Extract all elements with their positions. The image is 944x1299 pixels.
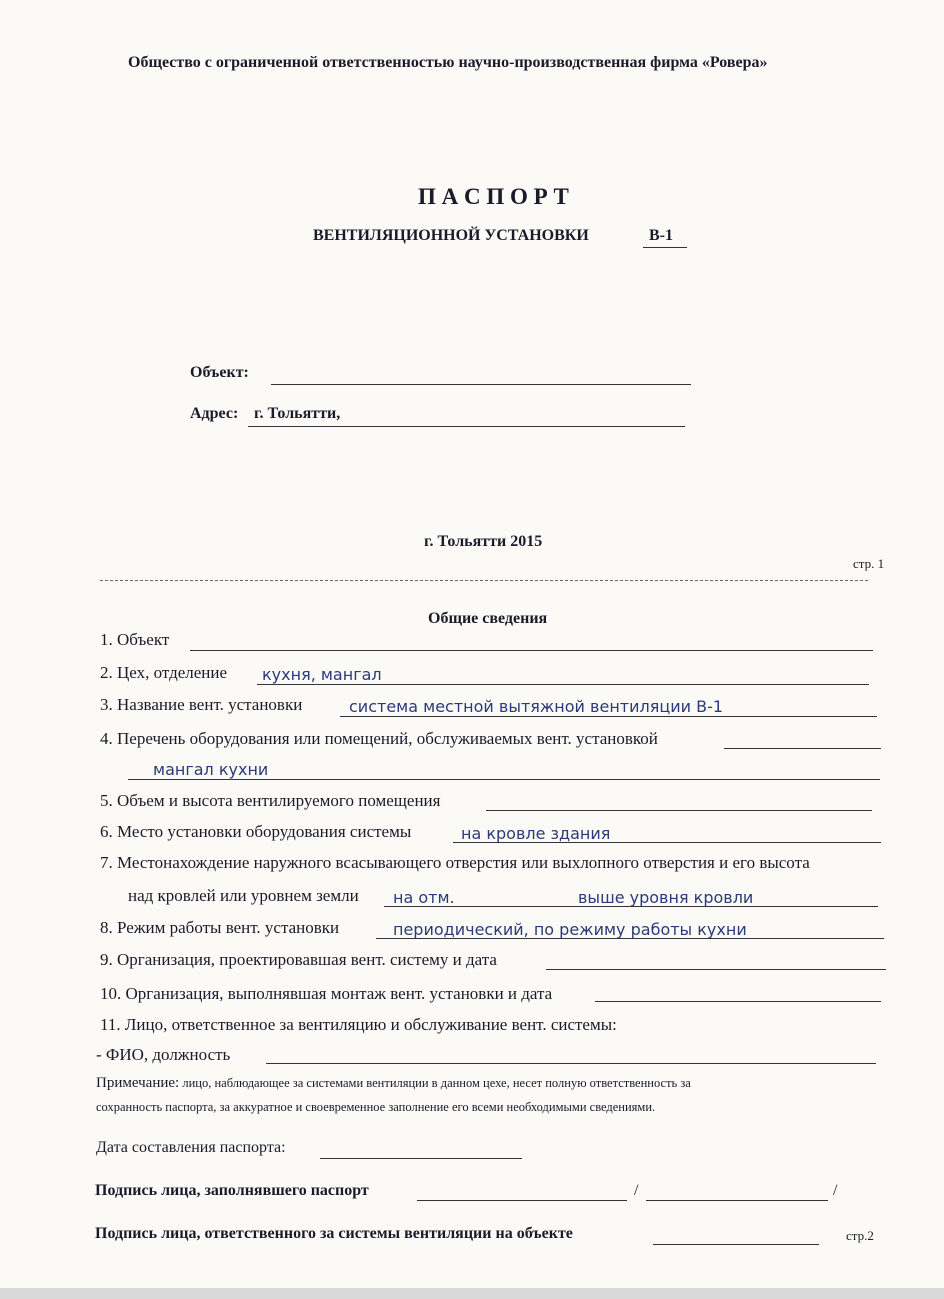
item-7-label-cont: над кровлей или уровнем земли xyxy=(128,886,359,905)
item-1-field[interactable] xyxy=(190,650,873,651)
sign1-field-b[interactable] xyxy=(646,1200,828,1201)
item-7-value-b: выше уровня кровли xyxy=(578,888,754,907)
item-7-field[interactable] xyxy=(384,906,878,907)
page-separator xyxy=(100,580,868,581)
item-6-label: 6. Место установки оборудования системы xyxy=(100,822,412,841)
unit-code: В-1 xyxy=(649,227,673,244)
note-text-2: сохранность паспорта, за аккуратное и своевременное заполнение его всеми необходимыми сведениями. xyxy=(96,1100,656,1114)
item-7-label: 7. Местонахождение наружного всасывающего отверстия или выхлопного отверстия и его высота xyxy=(100,853,810,872)
item-11-label: 11. Лицо, ответственное за вентиляцию и обслуживание вент. системы: xyxy=(100,1015,617,1034)
item-4-field-b[interactable] xyxy=(128,779,880,780)
date-field[interactable] xyxy=(320,1158,522,1159)
item-4-label: 4. Перечень оборудования или помещений, обслуживаемых вент. установкой xyxy=(100,729,658,748)
address-field[interactable] xyxy=(248,426,685,427)
item-2-value: кухня, мангал xyxy=(262,665,382,684)
city-year: г. Тольятти 2015 xyxy=(424,533,543,550)
sign1-label: Подпись лица, заполнявшего паспорт xyxy=(95,1182,369,1199)
address-value: г. Тольятти, xyxy=(254,405,341,422)
object-field[interactable] xyxy=(271,384,691,385)
item-4-field-a[interactable] xyxy=(724,748,881,749)
item-8-label: 8. Режим работы вент. установки xyxy=(100,918,340,937)
item-8-value: периодический, по режиму работы кухни xyxy=(393,920,747,939)
item-10-label: 10. Организация, выполнявшая монтаж вент. установки и дата xyxy=(100,984,553,1003)
object-label: Объект: xyxy=(190,364,249,381)
item-11-name-label: - ФИО, должность xyxy=(96,1045,231,1064)
note-line-1 xyxy=(96,1075,691,1092)
document-subtitle: ВЕНТИЛЯЦИОННОЙ УСТАНОВКИ xyxy=(313,227,589,244)
item-1-label: 1. Объект xyxy=(100,630,170,649)
page-number-2: стр.2 xyxy=(846,1228,874,1243)
item-4-value: мангал кухни xyxy=(153,760,269,779)
item-5-label: 5. Объем и высота вентилируемого помещения xyxy=(100,791,441,810)
item-3-field[interactable] xyxy=(340,716,877,717)
item-3-value: система местной вытяжной вентиляции В-1 xyxy=(349,697,724,716)
item-7-value-a: на отм. xyxy=(393,888,455,907)
item-3-label: 3. Название вент. установки xyxy=(100,695,303,714)
item-2-field[interactable] xyxy=(257,684,869,685)
address-label: Адрес: xyxy=(190,405,239,422)
item-8-field[interactable] xyxy=(376,938,884,939)
item-9-field[interactable] xyxy=(546,969,886,970)
date-label: Дата составления паспорта: xyxy=(96,1139,286,1156)
note-label: Примечание: xyxy=(96,1075,180,1091)
item-9-label: 9. Организация, проектировавшая вент. систему и дата xyxy=(100,950,497,969)
unit-code-underline xyxy=(643,247,687,248)
sign1-slash-a: / xyxy=(634,1182,639,1199)
item-2-label: 2. Цех, отделение xyxy=(100,663,228,682)
item-6-value: на кровле здания xyxy=(461,824,611,843)
item-10-field[interactable] xyxy=(595,1001,881,1002)
sign2-label: Подпись лица, ответственного за системы вентиляции на объекте xyxy=(95,1225,573,1242)
page-number-1: стр. 1 xyxy=(853,556,885,571)
sign1-field[interactable] xyxy=(417,1200,627,1201)
item-5-field[interactable] xyxy=(486,810,872,811)
organization-name: Общество с ограниченной ответственностью научно-производственная фирма «Ровера» xyxy=(128,54,768,71)
sign1-slash-b: / xyxy=(833,1182,838,1199)
general-heading: Общие сведения xyxy=(428,610,548,627)
document-title: П А С П О Р Т xyxy=(418,184,569,209)
item-11-name-field[interactable] xyxy=(266,1063,876,1064)
note-text-1: лицо, наблюдающее за системами вентиляции в данном цехе, несет полную ответственность за xyxy=(179,1076,691,1090)
item-6-field[interactable] xyxy=(453,842,881,843)
sign2-field[interactable] xyxy=(653,1244,819,1245)
scan-edge xyxy=(0,1288,944,1299)
